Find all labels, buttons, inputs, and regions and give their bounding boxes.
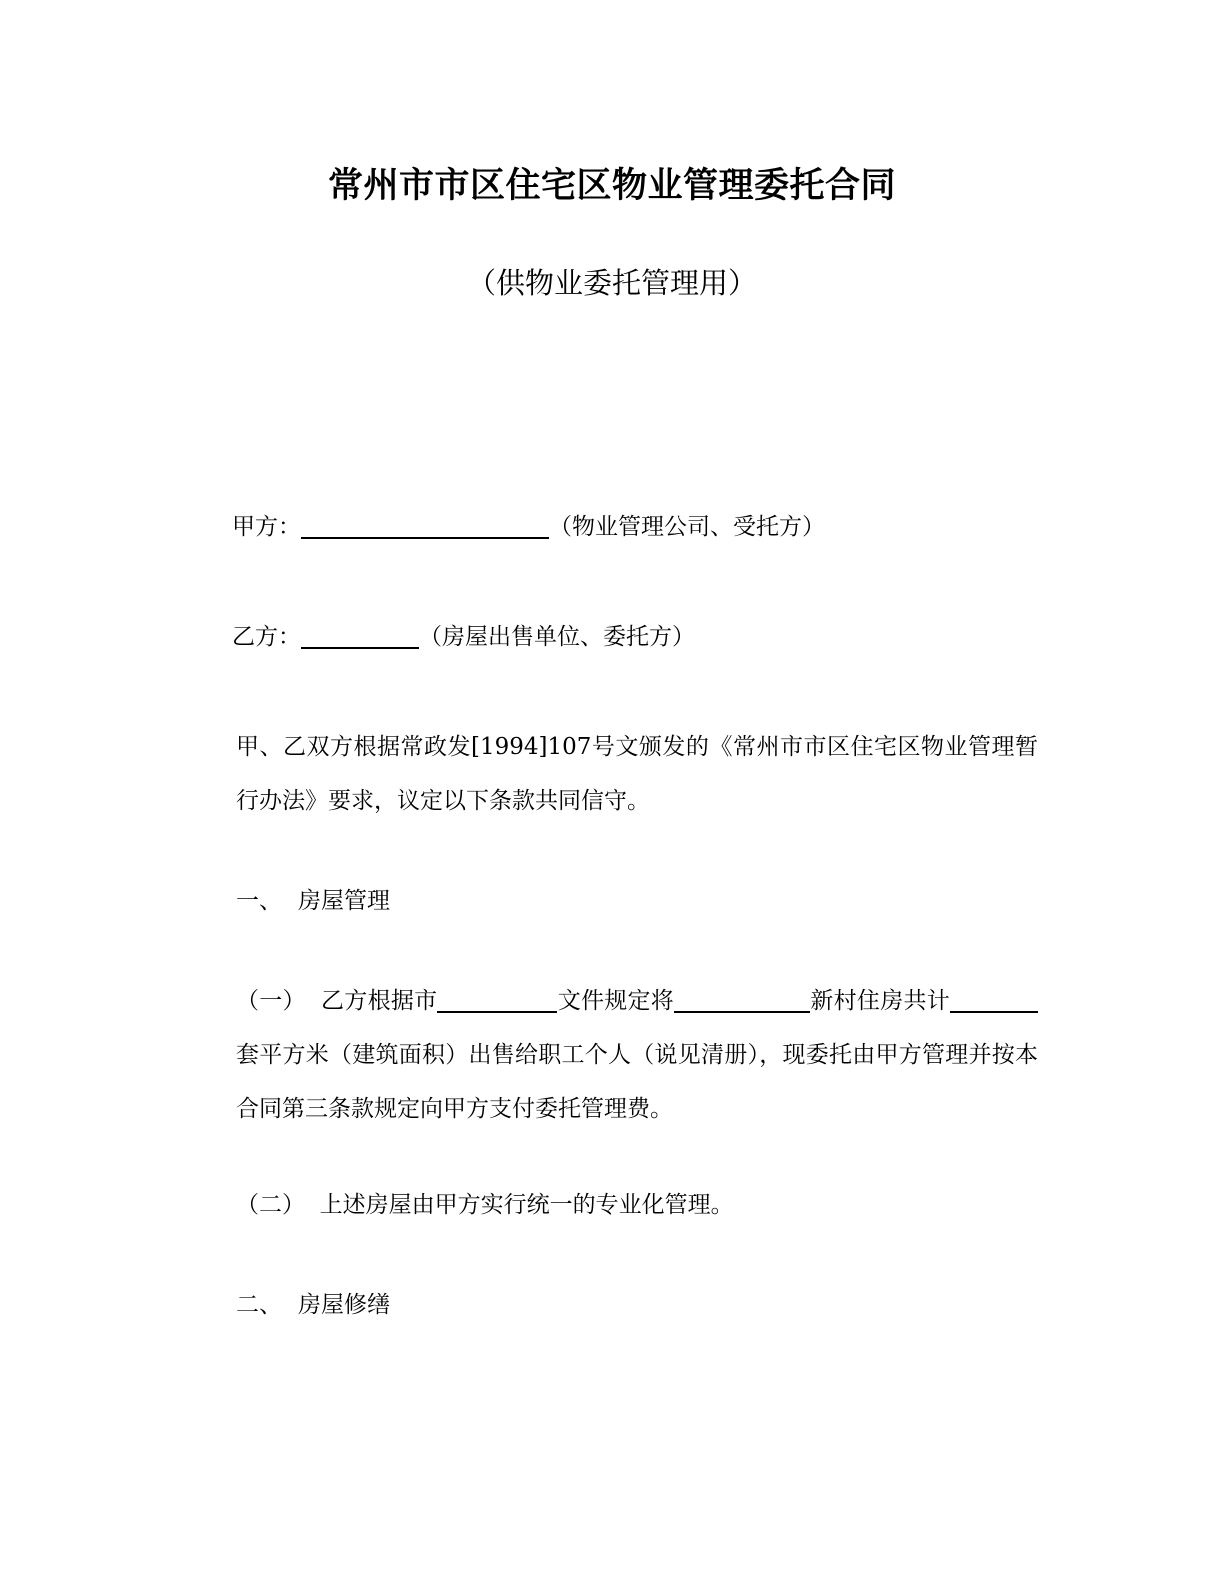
item-number: （一） [236,988,306,1014]
spacer [190,1136,1038,1178]
spacer [190,664,1038,720]
item-blank-count[interactable] [950,989,1038,1013]
party-a-label: 甲方： [232,514,301,540]
spacer [190,554,1038,610]
item-text: 上述房屋由甲方实行统一的专业化管理。 [319,1192,734,1218]
preamble-paragraph: 甲、乙双方根据常政发[1994]107号文颁发的《常州市市区住宅区物业管理暂行办法》要求，议定以下条款共同信守。 [236,734,1038,814]
section-number: 二、 [236,1292,282,1318]
item-segment-3: 新村住房共计 [810,988,951,1014]
section-title: 房屋管理 [298,888,390,914]
item-segment-5: 平方米（建筑面积）出售给职工个人（说见清册），现委托由甲方管理并按本合同第三条款规定向甲方支付委托管理费。 [236,1042,1038,1122]
spacer [190,828,1038,874]
party-b-blank[interactable] [301,625,419,649]
section-heading-1 [190,874,1038,928]
item-blank-estate[interactable] [674,989,810,1013]
item-segment-1: 乙方根据市 [321,988,438,1014]
section-1-item-1 [190,974,1038,1136]
party-a-blank[interactable] [301,515,549,539]
spacer [190,928,1038,974]
item-segment-4: 套 [236,1042,260,1068]
party-a-line [190,500,1038,554]
document-subtitle: （供物业委托管理用） [466,266,757,300]
section-title: 房屋修缮 [298,1292,390,1318]
party-b-line [190,610,1038,664]
page-title: 常州市市区住宅区物业管理委托合同 [327,166,896,207]
section-heading-2 [190,1278,1038,1332]
document-body [190,500,1038,1332]
party-b-note: （房屋出售单位、委托方） [419,624,695,650]
party-b-label: 乙方： [232,624,301,650]
section-1-item-2 [190,1178,1038,1232]
item-blank-document[interactable] [437,989,557,1013]
section-number: 一、 [236,888,282,914]
item-number: （二） [236,1192,305,1218]
item-segment-2: 文件规定将 [557,988,675,1014]
party-a-note: （物业管理公司、受托方） [549,514,825,540]
spacer [190,1232,1038,1278]
